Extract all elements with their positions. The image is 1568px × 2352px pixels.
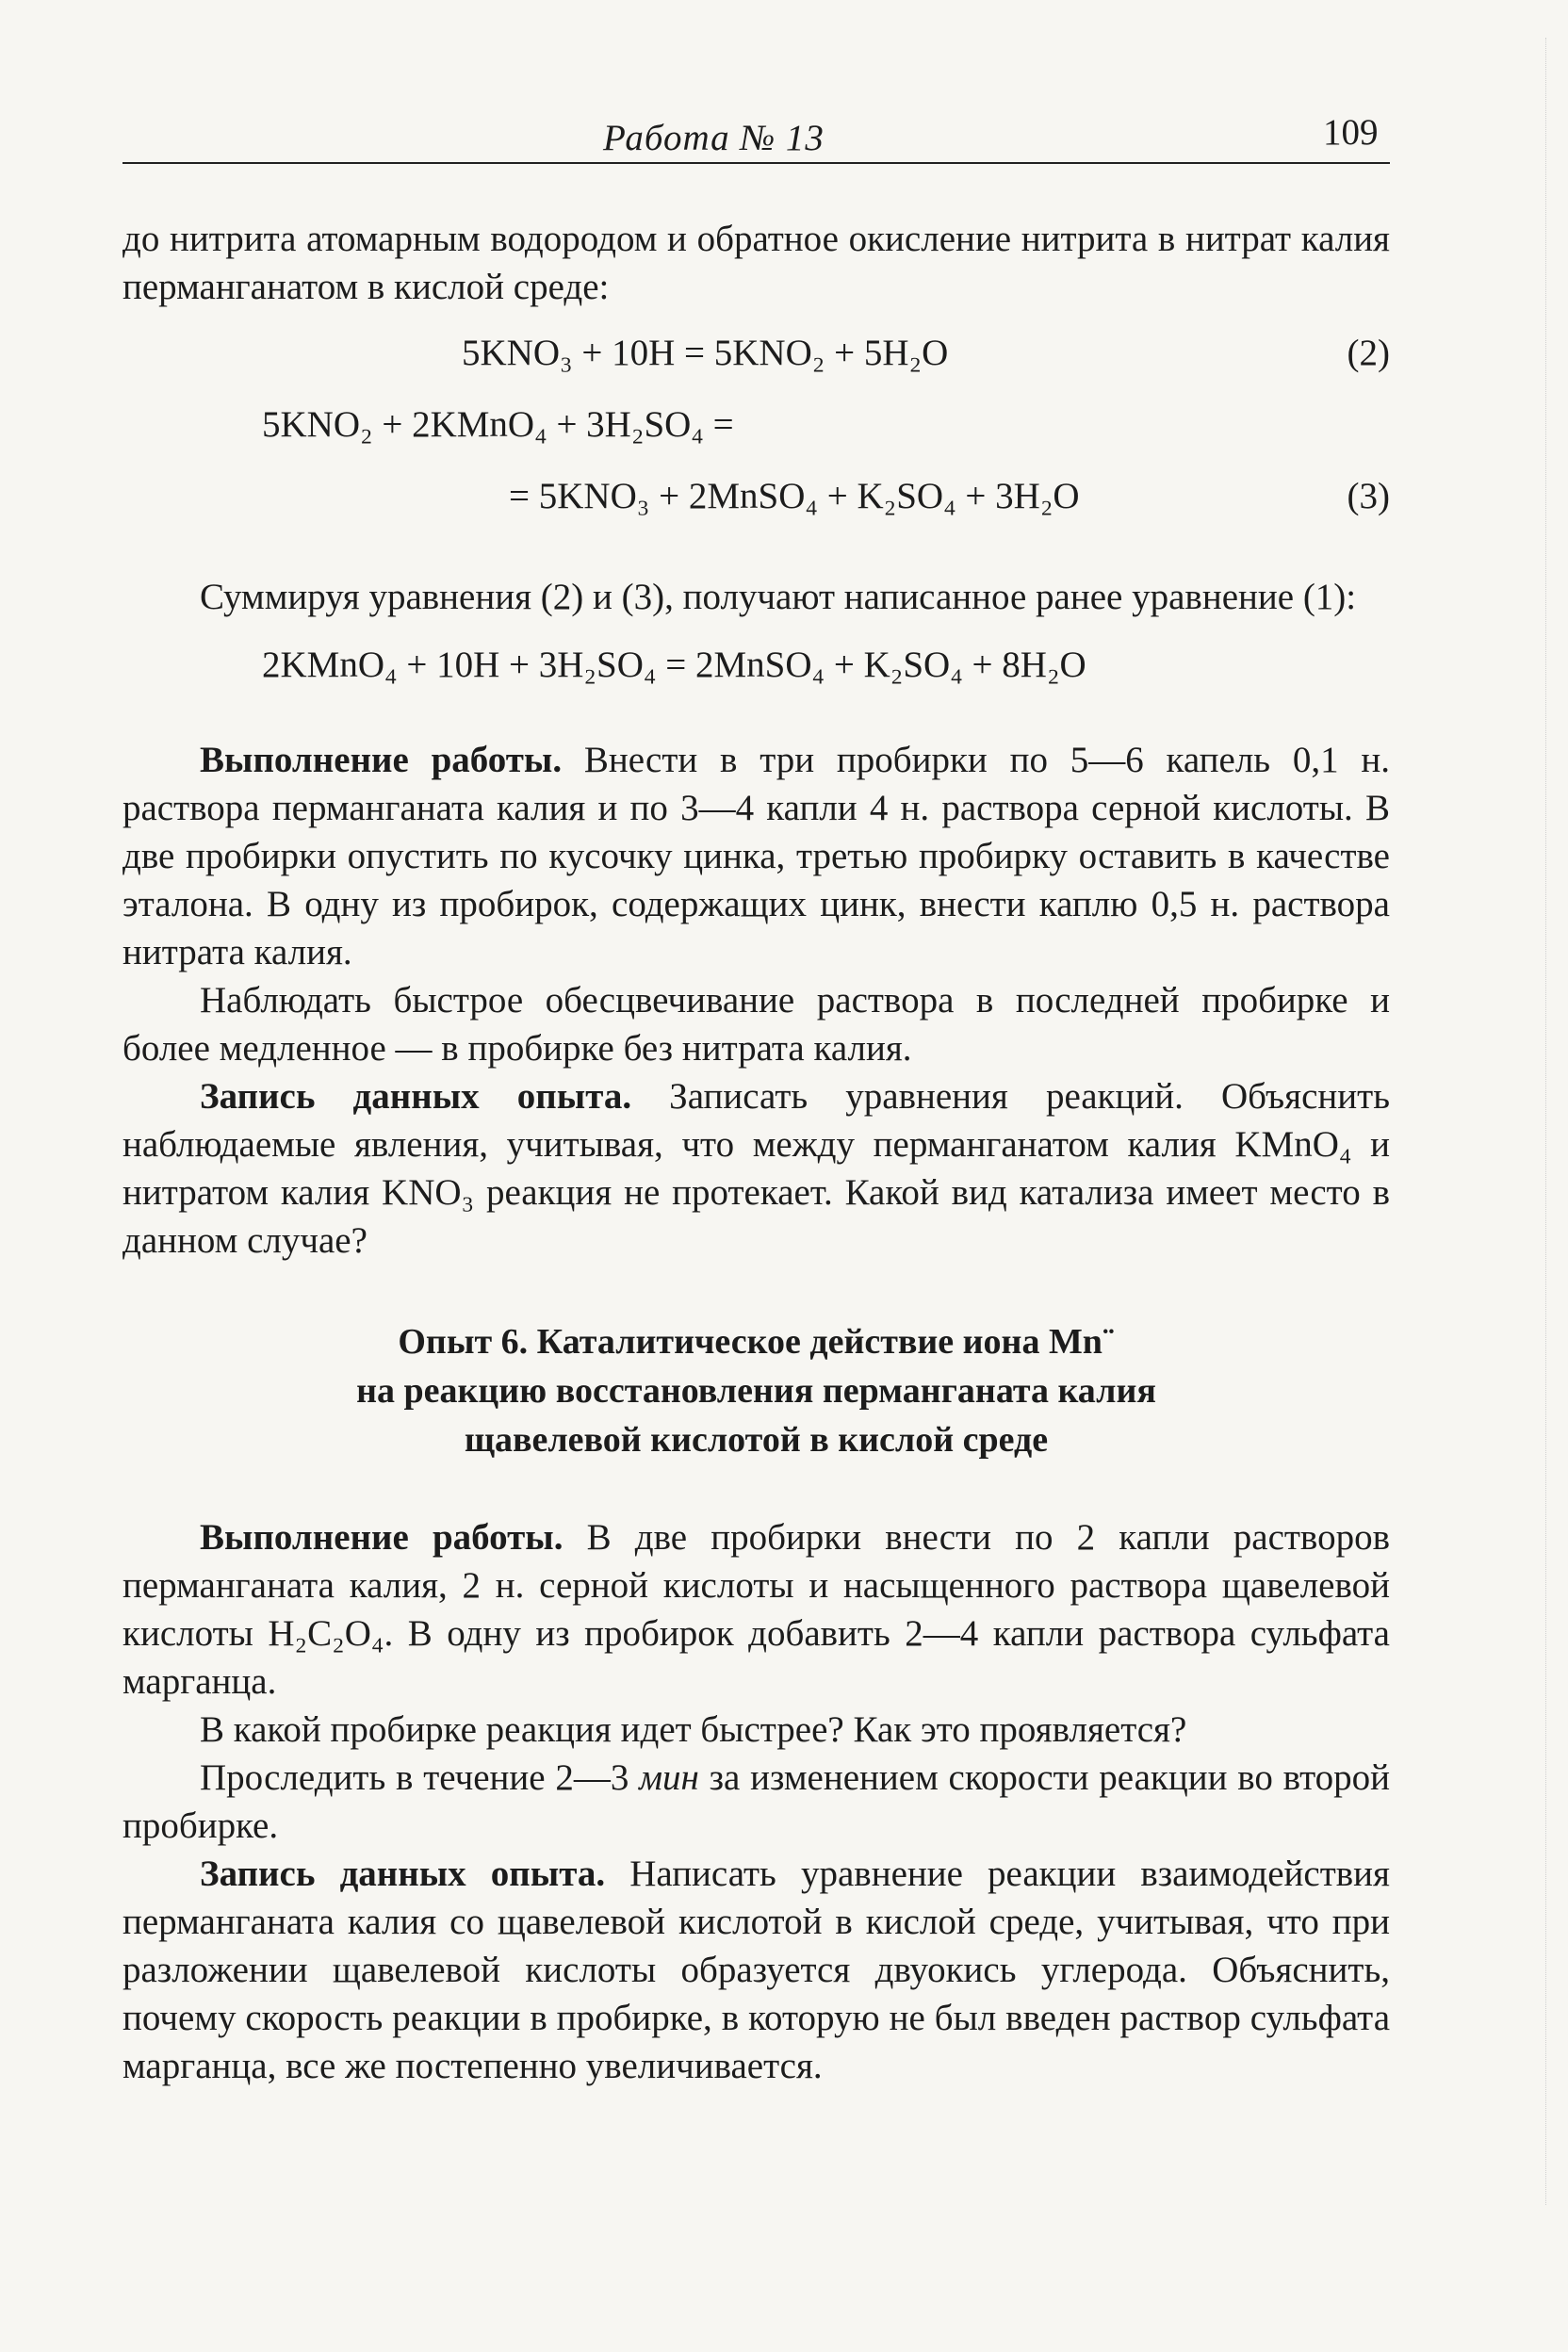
page-body [122, 215, 1390, 2090]
procedure-2-text: В две пробирки внести по 2 капли растворов перманганата калия, 2 н. серной кислоты и насыщенного раствора щавелевой кислоты H₂C₂O₄. В одну из пробирок добавить 2—4 капли раствора сульфата марганца. [122, 1517, 1390, 1702]
record-label: Запись данных опыта. [200, 1076, 632, 1117]
equation-2 [122, 324, 1390, 383]
paragraph-procedure-2 [122, 1513, 1390, 1706]
record-2-text: Написать уравнение реакции взаимодействия перманганата калия со щавелевой кислотой в кислой среде, учитывая, что при разложении щавелевой кислоты образуется двуокись углерода. Объяснить, почему скорость реакции в пробирке, в которую не был введен раствор сульфата марганца, все же постепенно увеличивается. [122, 1854, 1390, 2086]
paragraph-record-2 [122, 1850, 1390, 2090]
paragraph-observe: Наблюдать быстрое обесцвечивание раствора в последней пробирке и более медленное — в пробирке без нитрата калия. [122, 980, 1390, 1069]
equation-3-number: (3) [1347, 476, 1390, 516]
paragraph-record [122, 1072, 1390, 1265]
equation-3-formula-part-2: = 5KNO₃ + 2MnSO₄ + K₂SO₄ + 3H₂O [509, 476, 1080, 516]
experiment-heading-line-1: Опыт 6. Каталитическое действие иона Mn¨ [398, 1322, 1115, 1362]
paragraph-procedure [122, 736, 1390, 976]
track-text-a: Проследить в течение 2—3 [200, 1757, 640, 1798]
paragraph-intro: до нитрита атомарным водородом и обратное окисление нитрита в нитрат калия перманганатом в кислой среде: [122, 219, 1390, 307]
paragraph-summing: Суммируя уравнения (2) и (3), получают написанное ранее уравнение (1): [200, 577, 1357, 617]
record-2-label: Запись данных опыта. [200, 1854, 606, 1894]
equation-2-formula: 5KNO₃ + 10H = 5KNO₂ + 5H₂O [462, 333, 949, 373]
equation-3-line-1 [122, 396, 1390, 454]
header-rule [122, 162, 1390, 164]
equation-1-formula: 2KMnO₄ + 10H + 3H₂SO₄ = 2MnSO₄ + K₂SO₄ + 8H₂O [262, 645, 1086, 685]
page-header [0, 106, 1568, 172]
paragraph-question: В какой пробирке реакция идет быстрее? Как это проявляется? [200, 1709, 1187, 1750]
running-title: Работа № 13 [603, 118, 825, 158]
scan-edge-mark [1545, 38, 1549, 2205]
paragraph-track [122, 1754, 1390, 1850]
track-unit: мин [639, 1757, 699, 1798]
page-number: 109 [1323, 112, 1379, 153]
procedure-text: Внести в три пробирки по 5—6 капель 0,1 н. раствора перманганата калия и по 3—4 капли 4 н. раствора серной кислоты. В две пробирки опустить по кусочку цинка, третью пробирку оставить в качестве эталона. В одну из пробирок, содержащих цинк, внести каплю 0,5 н. раствора нитрата калия. [122, 740, 1390, 972]
equation-3-formula-part-1: 5KNO₂ + 2KMnO₄ + 3H₂SO₄ = [262, 404, 734, 445]
equation-1 [122, 636, 1390, 694]
experiment-heading [122, 1317, 1390, 1464]
procedure-label: Выполнение работы. [200, 740, 563, 780]
experiment-heading-line-2: на реакцию восстановления перманганата калия [356, 1371, 1156, 1411]
experiment-heading-line-3: щавелевой кислотой в кислой среде [464, 1420, 1049, 1460]
track-text-b: за изменением скорости реакции во второй пробирке. [122, 1757, 1390, 1846]
record-text: Записать уравнения реакций. Объяснить наблюдаемые явления, учитывая, что между перманганатом калия KMnO₄ и нитратом калия KNO₃ реакция не протекает. Какой вид катализа имеет место в данном случае? [122, 1076, 1390, 1261]
procedure-2-label: Выполнение работы. [200, 1517, 564, 1558]
equation-2-number: (2) [1347, 333, 1390, 373]
equation-3-line-2 [122, 467, 1390, 526]
